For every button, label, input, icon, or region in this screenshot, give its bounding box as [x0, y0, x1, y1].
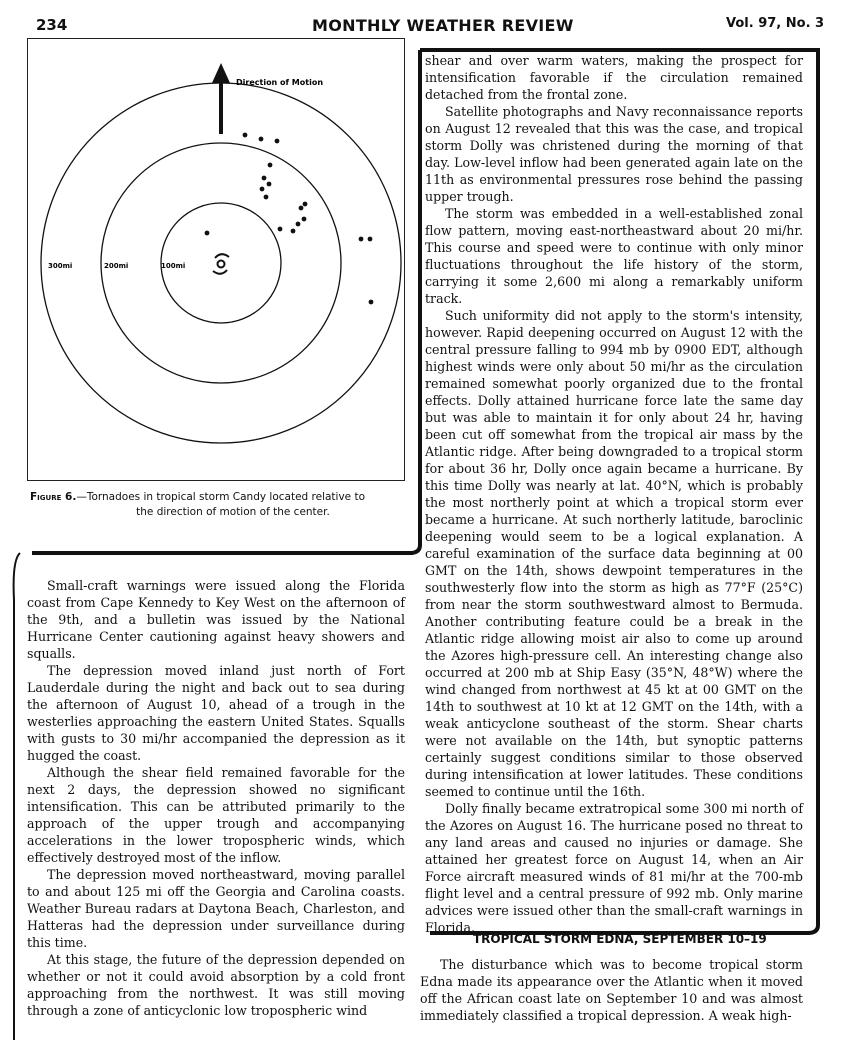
journal-title: MONTHLY WEATHER REVIEW	[312, 16, 574, 35]
paragraph: The depression moved inland just north of Fort Lauderdale during the night and back out to sea during the afternoon of August 10, ahead of a trough in the westerlies approaching the eastern United States. Squalls with gusts to 30 mi/hr accompanied the depression as it hugged the coast.	[27, 663, 405, 763]
ring-200mi	[101, 143, 341, 383]
tornado-dot	[243, 133, 248, 138]
paragraph: Dolly finally became extratropical some 300 mi north of the Azores on August 16. The hurricane posed no threat to any land areas and caused no injuries or damage. She attained her greatest force on August 14, when an Air Force aircraft measured winds of 81 mi/hr at the 700-mb flight level and a central pressure of 992 mb. Only marine advices were issued other than the small-craft warnings in Florida.	[425, 801, 803, 935]
tornado-dot	[267, 182, 272, 187]
tornado-dot	[303, 202, 308, 207]
tropical-storm-symbol	[213, 254, 229, 274]
paragraph: Small-craft warnings were issued along the Florida coast from Cape Kennedy to Key West on the afternoon of the 9th, and a bulletin was issued by the National Hurricane Center cautioning against heavy showers and squalls.	[27, 578, 405, 661]
caption-text-2: the direction of motion of the center.	[136, 506, 330, 518]
tornado-dot	[291, 229, 296, 234]
tornado-dot	[368, 237, 373, 242]
tornado-dot	[369, 300, 374, 305]
figure-6	[27, 38, 405, 481]
markup-line-margin	[14, 553, 20, 1040]
tornado-dot	[205, 231, 210, 236]
left-column	[27, 577, 405, 1019]
paragraph: Satellite photographs and Navy reconnaissance reports on August 12 revealed that this was the case, and tropical storm Dolly was christened during the morning of that day. Low-level inflow had been generated again late on the 11th as environmental pressures rose behind the passing upper trough.	[425, 104, 803, 204]
right-column	[425, 52, 803, 936]
tornado-dot	[260, 187, 265, 192]
right-column-continued	[420, 956, 803, 1024]
motion-arrow-head	[212, 63, 230, 83]
ring-label-100: 100mi	[161, 262, 186, 270]
tornado-dot	[278, 227, 283, 232]
tornado-dot	[299, 206, 304, 211]
volume-label: Vol. 97, No. 3	[726, 16, 825, 31]
ring-label-200: 200mi	[104, 262, 129, 270]
paragraph: The depression moved northeastward, moving parallel to and about 125 mi off the Georgia and Carolina coasts. Weather Bureau radars at Daytona Beach, Charleston, and Hatteras had the depression under surveillance during this time.	[27, 867, 405, 950]
ring-300mi	[41, 83, 401, 443]
page-number: 234	[36, 16, 68, 34]
tornado-dot	[296, 222, 301, 227]
tornado-dot	[262, 176, 267, 181]
tornado-dot	[275, 139, 280, 144]
tornado-dot	[264, 195, 269, 200]
paragraph: shear and over warm waters, making the prospect for intensification favorable if the circulation remained detached from the frontal zone.	[425, 53, 803, 102]
tornado-dot	[302, 217, 307, 222]
arrow-label: Direction of Motion	[236, 78, 324, 87]
tornado-dot	[359, 237, 364, 242]
section-heading: TROPICAL STORM EDNA, SEPTEMBER 10–19	[473, 932, 767, 946]
caption-text: —Tornadoes in tropical storm Candy located relative to	[76, 491, 366, 503]
paragraph: The disturbance which was to become tropical storm Edna made its appearance over the Atlantic when it moved off the African coast late on September 10 and was almost immediately classified a tropical depression. A weak high-	[420, 957, 803, 1023]
tornado-points	[205, 133, 374, 305]
tornado-dot	[268, 163, 273, 168]
paragraph: Although the shear field remained favorable for the next 2 days, the depression showed no significant intensification. This can be attributed primarily to the approach of the upper trough and accompanying accelerations in the lower tropospheric winds, which effectively destroyed most of the inflow.	[27, 765, 405, 865]
paragraph: Such uniformity did not apply to the storm's intensity, however. Rapid deepening occurred on August 12 with the central pressure falling to 994 mb by 0900 EDT, although highest winds were only about 50 mi/hr as the circulation remained somewhat poorly organized due to the frontal effects. Dolly attained hurricane force late the same day but was able to maintain it for only about 24 hr, having been cut off somewhat from the tropical air mass by the Atlantic ridge. After being downgraded to a tropical storm for about 36 hr, Dolly once again became a hurricane. By this time Dolly was nearly at lat. 40°N, which is probably the most northerly point at which a tropical storm ever became a hurricane. At such northerly latitude, baroclinic deepening would seem to be a logical explanation. A careful examination of the surface data beginning at 00 GMT on the 14th, shows dewpoint temperatures in the southwesterly flow into the storm as high as 77°F (25°C) from near the storm southwestward almost to Bermuda. Another contributing feature could be a break in the Atlantic ridge allowing moist air also to come up around the Azores high-pressure cell. An interesting change also occurred at 200 mb at Ship Easy (35°N, 48°W) where the wind changed from northwest at 45 kt at 00 GMT on the 14th to southwest at 10 kt at 12 GMT on the 14th, with a weak anticyclone southeast of the storm. Shear charts were not available on the 14th, but synoptic patterns certainly suggest conditions similar to those observed during intensification at lower latitudes. These conditions seemed to continue until the 16th.	[425, 308, 803, 799]
figure-caption	[30, 490, 410, 520]
paragraph: The storm was embedded in a well-established zonal flow pattern, moving east-northeastward about 20 mi/hr. This course and speed were to continue with only minor fluctuations throughout the life history of the storm, carrying it some 2,600 mi along a remarkably uniform track.	[425, 206, 803, 306]
caption-label: Figure 6.	[30, 491, 77, 503]
paragraph: At this stage, the future of the depression depended on whether or not it could avoid absorption by a cold front approaching from the northwest. It was still moving through a zone of anticyclonic low tropospheric wind	[27, 952, 405, 1018]
tornado-dot	[259, 137, 264, 142]
tornado-plot	[28, 39, 406, 482]
ring-label-300: 300mi	[48, 262, 73, 270]
